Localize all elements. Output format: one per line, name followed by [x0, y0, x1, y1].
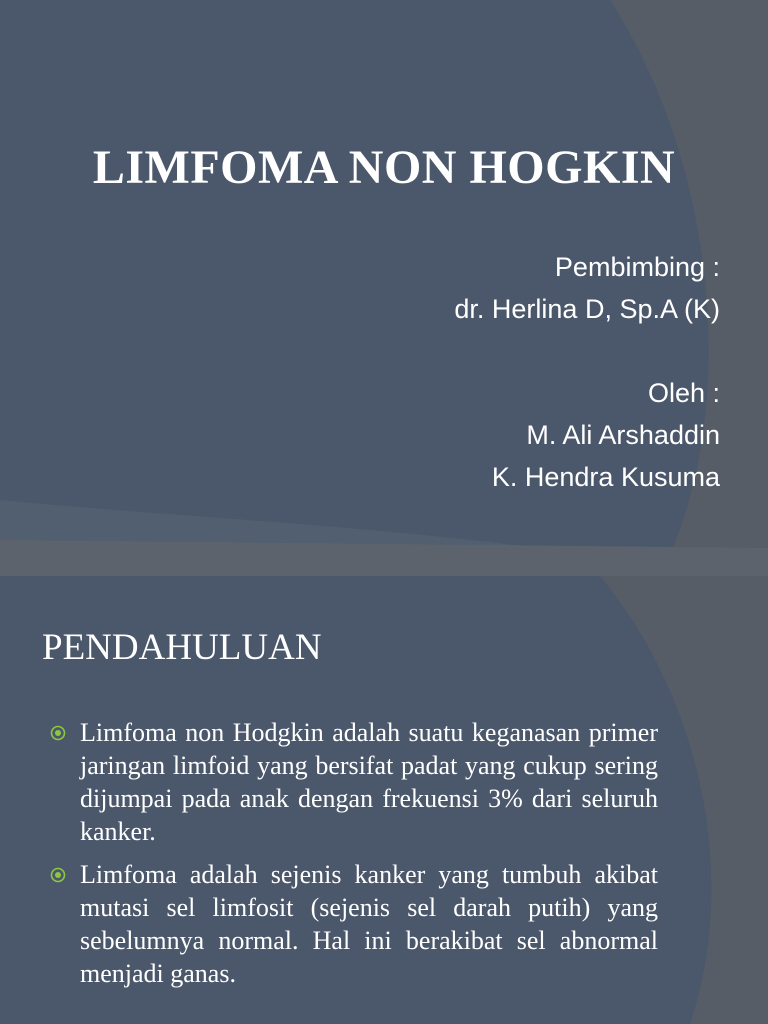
list-item — [50, 716, 658, 848]
target-circle-icon — [50, 725, 66, 741]
credits-spacer — [454, 330, 720, 372]
slide-title: LIMFOMA NON HOGKIN — [92, 141, 676, 194]
section-heading: PENDAHULUAN — [42, 627, 322, 668]
author-name-1: M. Ali Arshaddin — [526, 420, 720, 450]
content-slide — [0, 576, 768, 1024]
advisor-label: Pembimbing : — [554, 252, 720, 282]
bullet-text: Limfoma non Hodgkin adalah suatu keganasan primer jaringan limfoid yang bersifat padat yang cukup sering dijumpai pada anak dengan frekuensi 3% dari seluruh kanker. — [80, 718, 658, 846]
advisor-name: dr. Herlina D, Sp.A (K) — [454, 294, 720, 324]
target-circle-icon — [50, 867, 66, 883]
author-name-2: K. Hendra Kusuma — [491, 462, 720, 492]
bullet-list — [50, 716, 658, 1000]
author-label: Oleh : — [647, 378, 720, 408]
list-item — [50, 858, 658, 990]
bullet-text: Limfoma adalah sejenis kanker yang tumbuh akibat mutasi sel limfosit (sejenis sel darah putih) yang sebelumnya normal. Hal ini berakibat sel abnormal menjadi ganas. — [80, 860, 658, 988]
credits-block — [454, 246, 720, 498]
